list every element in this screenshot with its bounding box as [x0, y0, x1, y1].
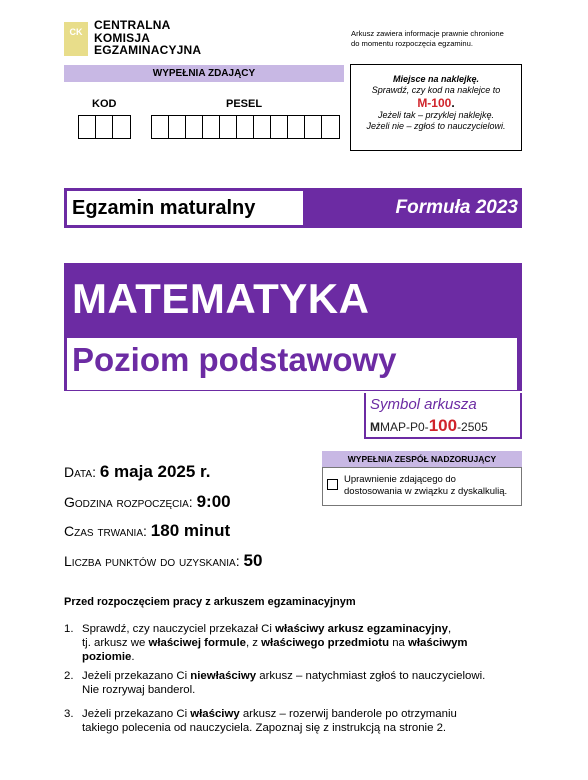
sticker-code-suffix: .	[451, 96, 455, 110]
symbol-label: Symbol arkusza	[370, 396, 477, 413]
exam-formula: Formuła 2023	[395, 197, 518, 218]
date-value: 6 maja 2025 r.	[99, 462, 211, 481]
date-label: Data:	[64, 464, 96, 480]
kod-input-boxes[interactable]	[78, 115, 131, 139]
instruction-number: 2.	[64, 670, 74, 682]
text-fragment: Sprawdź, czy nauczyciel przekazał Ci	[82, 623, 276, 635]
duration-value: 180 minut	[150, 521, 231, 540]
symbol-prefix: MAP-P0-	[380, 420, 429, 434]
instruction-item-3	[64, 707, 514, 735]
legal-notice	[351, 29, 531, 48]
logo-line-1: CENTRALNA	[94, 18, 171, 32]
legal-notice-line-2: do momentu rozpoczęcia egzaminu.	[351, 38, 473, 48]
pesel-box[interactable]	[305, 116, 322, 138]
symbol-number: 100	[428, 416, 458, 435]
points-label: Liczba punktów do uzyskania:	[64, 553, 240, 569]
text-fragment: takiego polecenia od nauczyciela. Zapoznaj się z instrukcją na stronie 2.	[82, 722, 447, 734]
text-fragment: Jeżeli przekazano Ci	[82, 670, 191, 682]
text-fragment: tj. arkusz we	[82, 637, 149, 649]
instruction-number: 3.	[64, 708, 74, 720]
points-row	[64, 551, 262, 571]
pesel-box[interactable]	[237, 116, 254, 138]
text-bold: właściwym	[408, 637, 468, 649]
pesel-box[interactable]	[186, 116, 203, 138]
text-fragment: arkusz – rozerwij banderole po otrzymaniu	[239, 708, 457, 720]
text-bold: właściwy	[190, 708, 240, 720]
exam-name: Egzamin maturalny	[67, 191, 303, 225]
instruction-number: 1.	[64, 623, 74, 635]
sticker-line-2: Jeżeli tak – przyklej naklejkę.	[377, 110, 495, 120]
text-fragment: .	[131, 651, 135, 663]
legal-notice-line-1: Arkusz zawiera informacje prawnie chronione	[351, 29, 504, 38]
sticker-line-1: Sprawdź, czy kod na naklejce to	[371, 85, 501, 95]
dyscalculia-checkbox[interactable]	[327, 479, 338, 490]
instruction-text	[82, 669, 485, 697]
start-row	[64, 492, 231, 512]
text-fragment: arkusz – natychmiast zgłoś to nauczycielowi.	[256, 670, 486, 682]
pesel-box[interactable]	[288, 116, 305, 138]
logo-text	[94, 19, 201, 57]
pesel-label: PESEL	[226, 98, 263, 110]
text-bold: właściwego przedmiotu	[261, 637, 390, 649]
sticker-title: Miejsce na naklejkę.	[392, 74, 480, 84]
pesel-box[interactable]	[271, 116, 288, 138]
logo-mark-text: CK	[69, 27, 83, 37]
sticker-area	[350, 64, 522, 151]
pesel-box[interactable]	[152, 116, 169, 138]
points-value: 50	[243, 551, 263, 570]
sticker-code-value: M-100	[417, 96, 452, 110]
sticker-code	[351, 96, 521, 110]
subject-level: Poziom podstawowy	[72, 341, 397, 378]
pesel-box[interactable]	[254, 116, 271, 138]
kod-box[interactable]	[113, 116, 130, 138]
symbol-prefix-bold: M	[370, 420, 380, 434]
sticker-line-3: Jeżeli nie – zgłoś to nauczycielowi.	[366, 121, 506, 131]
text-fragment: , z	[245, 637, 262, 649]
duration-label: Czas trwania:	[64, 523, 147, 539]
kod-box[interactable]	[96, 116, 113, 138]
instruction-item-2	[64, 669, 514, 697]
symbol-code	[370, 416, 488, 436]
pesel-box[interactable]	[220, 116, 237, 138]
supervisor-header: WYPEŁNIA ZESPÓŁ NADZORUJĄCY	[322, 451, 522, 468]
logo-line-3: EGZAMINACYJNA	[94, 43, 202, 57]
text-bold: niewłaściwy	[190, 670, 257, 682]
dyscalculia-line-1: Uprawnienie zdającego do	[344, 474, 456, 485]
pesel-box[interactable]	[203, 116, 220, 138]
dyscalculia-label	[344, 474, 520, 497]
text-fragment: Nie rozrywaj banderol.	[82, 684, 196, 696]
pesel-box[interactable]	[322, 116, 339, 138]
date-row	[64, 462, 210, 482]
pesel-box[interactable]	[169, 116, 186, 138]
text-bold: właściwej formule	[148, 637, 246, 649]
text-fragment: na	[389, 637, 409, 649]
subject-title: MATEMATYKA	[72, 275, 370, 322]
instruction-item-1	[64, 622, 514, 664]
logo-line-2: KOMISJA	[94, 30, 151, 45]
text-fragment: Jeżeli przekazano Ci	[82, 708, 191, 720]
text-fragment: ,	[447, 623, 452, 635]
symbol-suffix: -2505	[457, 420, 488, 434]
pesel-input-boxes[interactable]	[151, 115, 340, 139]
text-bold: właściwy arkusz egzaminacyjny	[275, 623, 448, 635]
text-bold: poziomie	[82, 651, 132, 663]
start-label: Godzina rozpoczęcia:	[64, 494, 193, 510]
instruction-text	[82, 622, 468, 664]
kod-label: KOD	[92, 98, 117, 110]
instruction-text	[82, 707, 457, 735]
dyscalculia-line-2: dostosowania w związku z dyskalkulią.	[344, 485, 508, 497]
start-value: 9:00	[196, 492, 231, 511]
kod-box[interactable]	[79, 116, 96, 138]
student-fill-header: WYPEŁNIA ZDAJĄCY	[64, 65, 344, 82]
duration-row	[64, 521, 230, 541]
instructions-title: Przed rozpoczęciem pracy z arkuszem egzaminacyjnym	[64, 596, 356, 608]
